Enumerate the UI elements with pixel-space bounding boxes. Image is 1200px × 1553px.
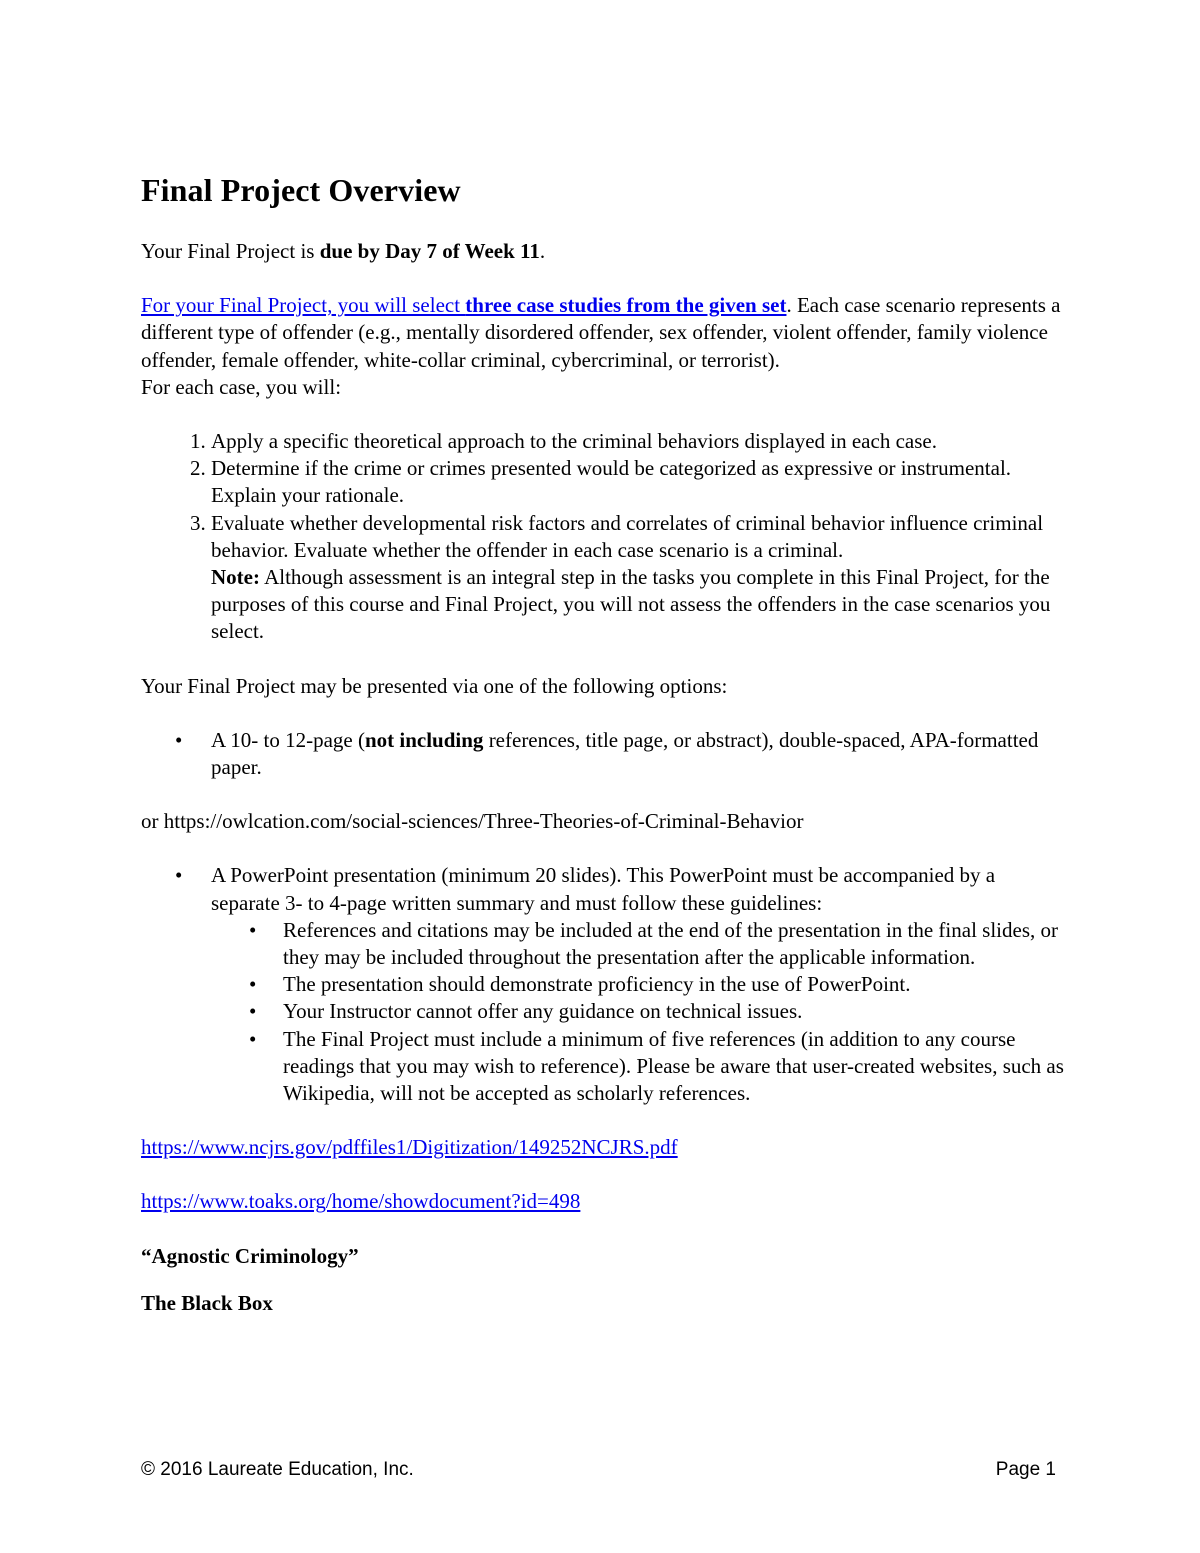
- due-date-line: [141, 238, 1066, 265]
- option2-text: A PowerPoint presentation (minimum 20 slides). This PowerPoint must be accompanied by a separate 3- to 4-page written summary and must follow these guidelines:: [211, 863, 996, 915]
- step-text: Determine if the crime or crimes presented would be categorized as expressive or instrumental. Explain your rationale.: [211, 456, 1012, 508]
- list-item: [211, 727, 1066, 781]
- list-item: [211, 862, 1066, 1107]
- page-number: Page 1: [995, 1459, 1056, 1480]
- toaks-link[interactable]: https://www.toaks.org/home/showdocument?id=498: [141, 1189, 581, 1214]
- intro-paragraph: [141, 292, 1066, 374]
- intro-rest: . Each case scenario represents a different type of offender (e.g., mentally disordered offender, sex offender, violent offender, family violence offender, female offender, white-collar criminal, cybercriminal, or terrorist).: [141, 293, 1061, 372]
- options-list-1: [141, 727, 1066, 781]
- ncjrs-link[interactable]: https://www.ncjrs.gov/pdffiles1/Digitization/149252NCJRS.pdf: [141, 1135, 678, 1160]
- case-study-link[interactable]: [141, 293, 786, 317]
- option1-prefix: A 10- to 12-page (: [211, 727, 365, 752]
- list-item: • The presentation should demonstrate proficiency in the use of PowerPoint.: [283, 971, 1066, 998]
- option1-suffix: references, title page, or abstract), double-spaced, APA-formatted paper.: [211, 727, 1039, 780]
- link-paragraph: [141, 1188, 1066, 1215]
- note-text: Although assessment is an integral step in the tasks you complete in this Final Project, for the purposes of this course and Final Project, you will not assess the offenders in the case scenarios you select.: [211, 565, 1051, 644]
- case-study-link-bold[interactable]: three case studies from the given set: [465, 293, 787, 318]
- list-item: [211, 510, 1066, 646]
- due-suffix: .: [539, 239, 546, 263]
- due-prefix: Your Final Project is: [141, 239, 320, 263]
- list-item: • The Final Project must include a minimum of five references (in addition to any course readings that you may wish to reference). Please be aware that user-created websites, such as Wikipedia, will not be accepted as scholarly references.: [283, 1026, 1066, 1108]
- steps-list: [141, 428, 1066, 646]
- page-title: Final Project Overview: [141, 172, 461, 208]
- copyright-text: © 2016 Laureate Education, Inc.: [141, 1459, 414, 1480]
- guidelines-list: [211, 917, 1066, 1107]
- options-list-2: [141, 862, 1066, 1107]
- case-study-link-text[interactable]: For your Final Project, you will select: [141, 293, 466, 318]
- for-each-line: For each case, you will:: [141, 374, 342, 399]
- step-text: Evaluate whether developmental risk factors and correlates of criminal behavior influence criminal behavior. Evaluate whether the offender in each case scenario is a criminal.: [211, 510, 1044, 562]
- list-item: [211, 428, 1066, 455]
- document-body: [141, 168, 1066, 1317]
- list-item: • References and citations may be included at the end of the presentation in the final slides, or they may be included throughout the presentation after the applicable information.: [283, 917, 1066, 971]
- options-intro: Your Final Project may be presented via one of the following options:: [141, 673, 728, 698]
- due-date: due by Day 7 of Week 11: [319, 239, 540, 263]
- or-line: or https://owlcation.com/social-sciences/Three-Theories-of-Criminal-Behavior: [141, 809, 804, 834]
- agnostic-heading: “Agnostic Criminology”: [141, 1243, 359, 1268]
- note-label: Note:: [211, 565, 260, 590]
- step-text: Apply a specific theoretical approach to the criminal behaviors displayed in each case.: [211, 429, 937, 454]
- link-paragraph: [141, 1134, 1066, 1161]
- list-item: • Your Instructor cannot offer any guidance on technical issues.: [283, 998, 1066, 1025]
- black-box-heading: The Black Box: [141, 1290, 273, 1315]
- list-item: [211, 455, 1066, 509]
- option1-bold: not including: [364, 727, 484, 752]
